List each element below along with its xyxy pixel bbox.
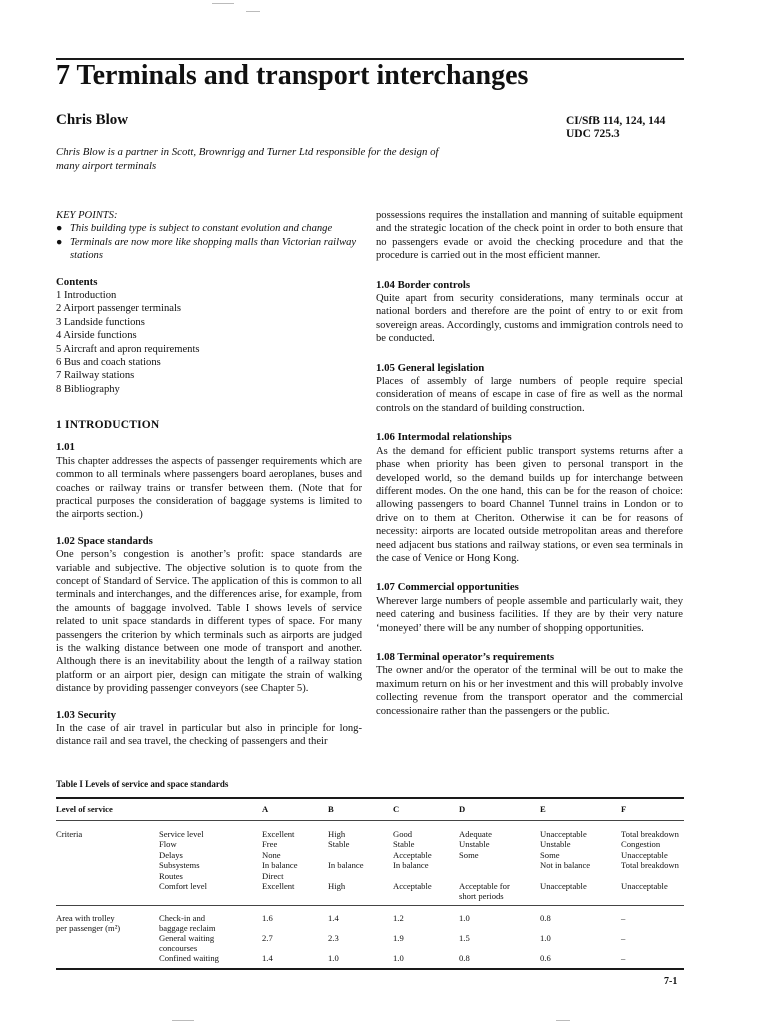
table-cell: Unacceptable: [540, 829, 587, 839]
table-row-label: Confined waiting: [159, 953, 219, 963]
table-cell: 1.2: [393, 913, 404, 923]
table-criteria-col-b: [328, 829, 349, 850]
table-bottom-rule: [56, 968, 684, 970]
table-cell: Unstable: [540, 839, 571, 850]
table-cell: 0.6: [540, 953, 551, 963]
table-header-level: Level of service: [56, 804, 113, 814]
key-point-item: ● This building type is subject to constant evolution and change: [56, 223, 333, 235]
table-cell: Acceptable for: [459, 881, 510, 891]
contents-item: 8 Bibliography: [56, 383, 120, 395]
table-cell: –: [621, 933, 626, 943]
scan-mark: [212, 3, 234, 4]
subsection-heading-1-03: 1.03 Security: [56, 708, 116, 721]
subsection-heading-1-06: 1.06 Intermodal relationships: [376, 431, 512, 444]
table-cell: In balance: [328, 860, 364, 870]
contents-item: 1 Introduction: [56, 290, 117, 302]
paragraph-1-05: Places of assembly of large numbers of people require special consideration of means of escape in case of fire as well as the normal controls on the standard of building construction.: [376, 376, 683, 414]
table-criteria-labels: [159, 829, 207, 891]
left-column: [56, 209, 362, 749]
table-cell: Direct: [262, 870, 284, 881]
table-cell: Acceptable: [393, 881, 432, 891]
paragraph-1-03-continued: possessions requires the installation and manning of suitable equipment and the strategic location of the check point in order to both ensure that no passengers evade or avoid the checking procedure and that the procedure is carried out in the most efficient manner.: [376, 210, 683, 262]
table-cell: High: [328, 881, 346, 891]
table-row-label: Flow: [159, 839, 177, 850]
table-cell: 1.0: [459, 913, 470, 923]
table-cell: –: [621, 953, 626, 963]
paragraph-1-08: The owner and/or the operator of the terminal will be out to make the maximum return on his or her investment and this will probably involve collecting revenue from the transport operator and the commercial concessionaire rather than the passengers or the public.: [376, 665, 683, 717]
table-criteria-col-d-comfort: [459, 881, 510, 902]
paragraph-1-03: In the case of air travel in particular but also in principle for long-distance rail and sea travel, the checking of passengers and their: [56, 723, 362, 748]
table-criteria-col-a: [262, 829, 298, 891]
table-row-label: General waiting concourses: [159, 933, 215, 954]
key-points-title: KEY POINTS:: [56, 210, 118, 221]
table-row-label: Check-in and baggage reclaim: [159, 913, 216, 934]
table-cell: Excellent: [262, 881, 295, 892]
table-cell: 1.0: [540, 933, 551, 943]
paragraph-1-02: One person’s congestion is another’s profit: space standards are variable and subjective. The objective solution is to quote from the concept of Standard of Service. The application of this is common to all terminals and interchanges, and the differences arise, for example, from the amounts of baggage involved. Table I shows levels of service related to unit space standards in different types of space. For many passengers the criterion by which terminals such as airports are judged is the walking distance between one mode of transport and another. Although there is an inevitability about the length of a railway station platform or an airport pier, design can mitigate the strain of walking distance by providing passenger conveyors (see Chapter 5).: [56, 549, 362, 695]
section-heading-introduction: 1 INTRODUCTION: [56, 419, 160, 432]
contents-item: 2 Airport passenger terminals: [56, 303, 182, 315]
subsection-heading-1-07: 1.07 Commercial opportunities: [376, 581, 519, 594]
paragraph-1-06: As the demand for efficient public transport systems returns after a phase when priority has been given to personal transport in the developed world, so the demand builds up for interchange between different modes. On the one hand, this can be for the reason of choice: allowing passengers to board Channel Tunnel trains in London or to drive on to them at Cheriton. Otherwise it can be for reasons of necessity: airports are located outside metropolitan areas and therefore need adjacent bus stations and railway stations, or even sea terminals in the case of Venice or Hong Kong.: [376, 445, 683, 564]
table-header-col: C: [393, 804, 400, 814]
table-row-label: Routes: [159, 870, 183, 881]
table-header-col: E: [540, 804, 546, 814]
table-header-col: D: [459, 804, 466, 814]
table-row-label: Service level: [159, 829, 204, 839]
subsection-heading-1-05: 1.05 General legislation: [376, 361, 485, 374]
table-criteria-col-e: [540, 829, 590, 871]
paragraph-1-04: Quite apart from security considerations, many terminals occur at national borders and therefore are the point of entry to or exit from sovereign areas. Accordingly, customs and immigration controls need to be conducted.: [376, 293, 683, 345]
table-cell: Unstable: [459, 839, 490, 850]
table-row-label: Subsystems: [159, 860, 200, 871]
subsection-heading-1-02: 1.02 Space standards: [56, 534, 153, 547]
author-bio: Chris Blow is a partner in Scott, Brownrigg and Turner Ltd responsible for the design of many airport terminals: [56, 146, 439, 172]
table-cell: 1.6: [262, 913, 273, 923]
table-row-label: Comfort level: [159, 881, 207, 892]
contents-item: 7 Railway stations: [56, 370, 135, 382]
table-top-rule: [56, 797, 684, 799]
table-cell: Free: [262, 839, 278, 850]
right-column: [376, 209, 683, 718]
table-cell: –: [621, 913, 626, 923]
subsection-heading-1-04: 1.04 Border controls: [376, 278, 471, 291]
table-cell: Some: [540, 849, 560, 860]
table-group-criteria: Criteria: [56, 829, 83, 839]
table-cell: Good: [393, 829, 413, 839]
table-cell: Unacceptable: [621, 881, 668, 891]
table-cell: short periods: [459, 891, 504, 902]
cisfb-code: CI/SfB 114, 124, 144: [566, 115, 666, 127]
table-cell: 1.0: [393, 953, 404, 963]
table-cell: High: [328, 829, 346, 839]
classification-codes: [566, 115, 665, 141]
key-points-list: [56, 222, 362, 262]
table-cell: Acceptable: [393, 849, 432, 860]
table-cell: Stable: [328, 839, 350, 850]
contents-item: 3 Landside functions: [56, 316, 145, 328]
contents-item: 6 Bus and coach stations: [56, 357, 161, 369]
table-cell: Unacceptable: [540, 881, 587, 891]
contents-list: [56, 289, 362, 396]
table-cell: Total breakdown: [621, 829, 679, 839]
table-caption: Table I Levels of service and space standards: [56, 779, 229, 789]
table-cell: Not in balance: [540, 860, 591, 871]
table-cell: 1.0: [328, 953, 339, 963]
udc-code: UDC 725.3: [566, 128, 620, 140]
table-cell: 0.8: [540, 913, 551, 923]
table-row-label: Delays: [159, 849, 183, 860]
table-cell: Some: [459, 849, 479, 860]
chapter-title: 7 Terminals and transport interchanges: [56, 60, 529, 91]
table-cell: 1.5: [459, 933, 470, 943]
key-point-item: ● Terminals are now more like shopping malls than Victorian railway stations: [56, 236, 357, 262]
table-group-rule: [56, 905, 684, 906]
subsection-heading-1-01: 1.01: [56, 441, 75, 454]
scan-mark: [172, 1020, 194, 1021]
table-cell: 2.3: [328, 933, 339, 943]
table-header-rule: [56, 820, 684, 821]
table-cell: Unacceptable: [621, 849, 668, 860]
scan-mark: [246, 11, 260, 12]
table-cell: 0.8: [459, 953, 470, 963]
scan-mark: [556, 1020, 570, 1021]
table-cell: 2.7: [262, 933, 273, 943]
table-cell: None: [262, 849, 281, 860]
table-criteria-col-d: [459, 829, 492, 860]
paragraph-1-07: Wherever large numbers of people assemble and particularly wait, they need catering and business facilities. If they are by their very nature ‘moneyed’ there will be any number of shopping opportunities.: [376, 595, 683, 634]
table-header-col: A: [262, 804, 269, 814]
table-cell: In balance: [393, 860, 429, 871]
table-group-area: Area with trolley per passenger (m²): [56, 913, 121, 934]
table-cell: 1.9: [393, 933, 404, 943]
contents-item: 4 Airside functions: [56, 330, 137, 342]
table-criteria-col-f: [621, 829, 679, 871]
bullet-icon: ●: [56, 236, 63, 248]
author-name: Chris Blow: [56, 112, 129, 128]
subsection-heading-1-08: 1.08 Terminal operator’s requirements: [376, 650, 555, 663]
paragraph-1-01: This chapter addresses the aspects of passenger requirements which are common to all terminals where passengers board aeroplanes, buses and coaches or railway trains or transfer between them. (Note that for practical purposes the consideration of baggage systems is limited to the airports section.): [56, 455, 362, 521]
bullet-icon: ●: [56, 223, 63, 235]
table-cell: Congestion: [621, 839, 661, 850]
table-cell: In balance: [262, 860, 298, 871]
table-cell: Adequate: [459, 829, 492, 839]
page-number: 7-1: [664, 976, 678, 987]
table-header-col: F: [621, 804, 627, 814]
table-header-col: B: [328, 804, 334, 814]
table-cell: 1.4: [328, 913, 339, 923]
table-cell: 1.4: [262, 953, 273, 963]
contents-title: Contents: [56, 275, 98, 288]
contents-item: 5 Aircraft and apron requirements: [56, 343, 200, 355]
table-criteria-col-c: [393, 829, 432, 871]
table-cell: Stable: [393, 839, 415, 850]
table-cell: Excellent: [262, 829, 295, 839]
table-cell: Total breakdown: [621, 860, 679, 871]
